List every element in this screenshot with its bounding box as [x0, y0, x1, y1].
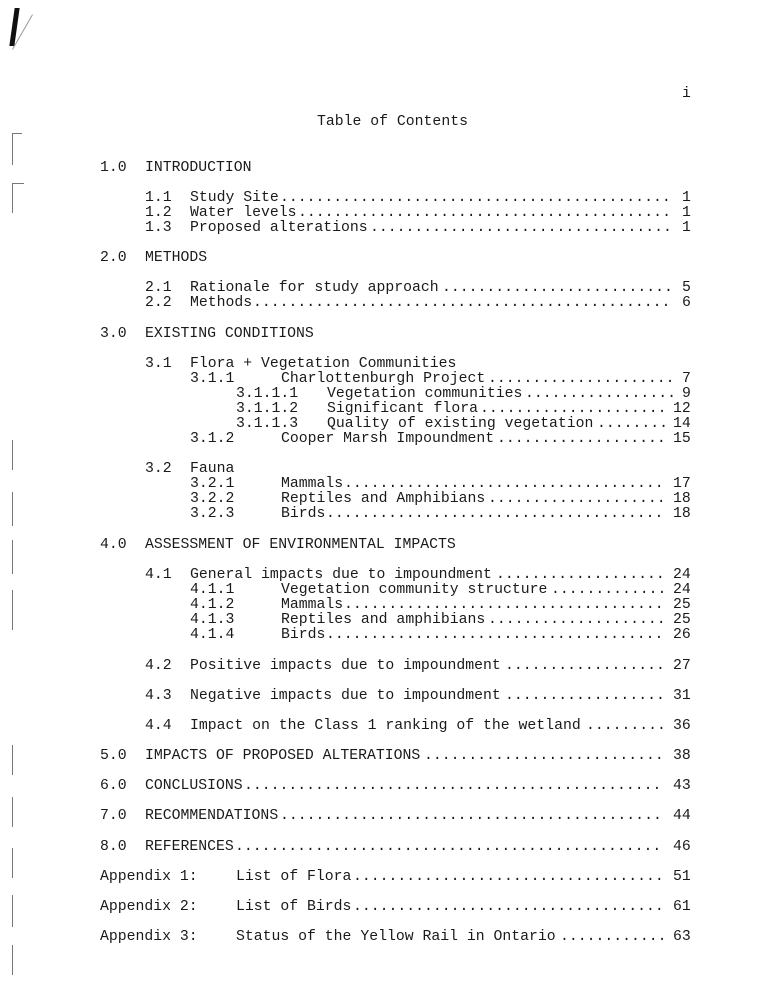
- toc-entry: [0, 372, 773, 387]
- toc-entry: [0, 583, 773, 598]
- toc-leader-dots: ...............................................: [253, 295, 671, 311]
- toc-entry-number: Appendix 2:: [100, 899, 198, 915]
- toc-entry-title: Proposed alterations: [190, 220, 368, 236]
- toc-entry-number: 3.2.3: [190, 506, 235, 522]
- toc-entry: [0, 809, 773, 824]
- toc-leader-dots: .............: [551, 582, 667, 598]
- toc-entry-number: 3.1: [145, 356, 172, 372]
- toc-leader-dots: ...................................: [353, 869, 664, 885]
- toc-leader-dots: ............: [560, 929, 667, 945]
- toc-entry-number: 3.2: [145, 461, 172, 477]
- toc-entry-page: 15: [673, 431, 691, 447]
- toc-entry: [0, 492, 773, 507]
- toc-entry: [0, 417, 773, 432]
- toc-entry: [0, 749, 773, 764]
- toc-entry: [0, 870, 773, 885]
- toc-entry-title: Reptiles and Amphibians: [281, 491, 486, 507]
- toc-leader-dots: ...................................: [353, 899, 664, 915]
- toc-leader-dots: ................................................: [235, 839, 662, 855]
- toc-entry: [0, 327, 773, 342]
- toc-entry: [0, 628, 773, 643]
- toc-entry-page: 24: [673, 582, 691, 598]
- toc-entry-number: 3.1.2: [190, 431, 235, 447]
- toc-entry-title: Mammals: [281, 597, 344, 613]
- toc-entry-number: 4.1.1: [190, 582, 235, 598]
- toc-entry: [0, 387, 773, 402]
- toc-entry-page: 25: [673, 612, 691, 628]
- toc-entry-number: 4.1.3: [190, 612, 235, 628]
- toc-leader-dots: ..........................................: [298, 205, 671, 221]
- toc-entry-page: 18: [673, 491, 691, 507]
- toc-leader-dots: ...................: [496, 567, 665, 583]
- toc-leader-dots: ...........................: [424, 748, 664, 764]
- toc-entry: [0, 357, 773, 372]
- toc-entry-title: Significant flora: [327, 401, 478, 417]
- toc-entry-title: List of Birds: [236, 899, 352, 915]
- toc-entry-page: 12: [673, 401, 691, 417]
- toc-entry-title: Rationale for study approach: [190, 280, 439, 296]
- toc-entry: [0, 613, 773, 628]
- toc-entry-page: 43: [673, 778, 691, 794]
- toc-entry-page: 61: [673, 899, 691, 915]
- toc-entry-page: 1: [682, 205, 691, 221]
- toc-entry-page: 51: [673, 869, 691, 885]
- toc-entry-title: REFERENCES: [145, 839, 234, 855]
- toc-entry: [0, 251, 773, 266]
- toc-leader-dots: ..................: [505, 688, 665, 704]
- page-number: i: [682, 86, 691, 102]
- toc-leader-dots: ........: [597, 416, 669, 432]
- toc-entry-number: 3.1.1.1: [236, 386, 299, 402]
- toc-entry: [0, 161, 773, 176]
- toc-entry: [0, 659, 773, 674]
- toc-leader-dots: ..................................: [370, 220, 672, 236]
- toc-entry-title: Reptiles and amphibians: [281, 612, 486, 628]
- toc-entry-number: 3.1.1.2: [236, 401, 299, 417]
- toc-leader-dots: ...................: [497, 431, 666, 447]
- toc-entry-title: METHODS: [145, 250, 208, 266]
- toc-entry-page: 26: [673, 627, 691, 643]
- toc-entry-number: Appendix 1:: [100, 869, 198, 885]
- toc-entry-title: Quality of existing vegetation: [327, 416, 594, 432]
- toc-entry-number: 1.0: [100, 160, 127, 176]
- toc-leader-dots: ..................: [505, 658, 665, 674]
- toc-entry-number: 7.0: [100, 808, 127, 824]
- toc-entry-title: INTRODUCTION: [145, 160, 252, 176]
- toc-entry-page: 1: [682, 190, 691, 206]
- toc-entry-number: 2.0: [100, 250, 127, 266]
- page-title: Table of Contents: [317, 114, 468, 130]
- toc-entry-title: Water levels: [190, 205, 297, 221]
- toc-entry: [0, 538, 773, 553]
- toc-entry: [0, 206, 773, 221]
- toc-leader-dots: .....................: [480, 401, 667, 417]
- toc-entry-title: Positive impacts due to impoundment: [190, 658, 501, 674]
- toc-entry-title: Negative impacts due to impoundment: [190, 688, 501, 704]
- toc-entry: [0, 930, 773, 945]
- toc-entry: [0, 296, 773, 311]
- toc-entry-number: 5.0: [100, 748, 127, 764]
- toc-entry: [0, 432, 773, 447]
- toc-leader-dots: .........: [586, 718, 666, 734]
- toc-entry-page: 36: [673, 718, 691, 734]
- toc-entry: [0, 507, 773, 522]
- toc-entry-title: EXISTING CONDITIONS: [145, 326, 314, 342]
- toc-leader-dots: ............................................: [280, 190, 671, 206]
- toc-entry-title: Birds: [281, 506, 326, 522]
- toc-entry-page: 44: [673, 808, 691, 824]
- toc-entry-title: Cooper Marsh Impoundment: [281, 431, 495, 447]
- toc-entry-title: RECOMMENDATIONS: [145, 808, 279, 824]
- toc-leader-dots: ....................: [488, 612, 666, 628]
- toc-entry-number: 3.2.1: [190, 476, 235, 492]
- toc-entry-title: Vegetation communities: [327, 386, 523, 402]
- toc-entry-number: 1.2: [145, 205, 172, 221]
- toc-entry: [0, 191, 773, 206]
- toc-entry: [0, 477, 773, 492]
- toc-entry-page: 31: [673, 688, 691, 704]
- toc-entry-title: Mammals: [281, 476, 344, 492]
- toc-entry-number: 4.1.2: [190, 597, 235, 613]
- toc-leader-dots: .....................: [488, 371, 675, 387]
- toc-entry-number: 1.1: [145, 190, 172, 206]
- toc-entry-page: 14: [673, 416, 691, 432]
- toc-leader-dots: ....................................: [344, 476, 664, 492]
- toc-entry-title: IMPACTS OF PROPOSED ALTERATIONS: [145, 748, 421, 764]
- toc-leader-dots: ....................: [488, 491, 666, 507]
- toc-entry-page: 1: [682, 220, 691, 236]
- toc-leader-dots: ......................................: [326, 506, 664, 522]
- toc-entry-page: 24: [673, 567, 691, 583]
- toc-leader-dots: ....................................: [344, 597, 664, 613]
- toc-entry-number: 2.1: [145, 280, 172, 296]
- toc-entry-page: 17: [673, 476, 691, 492]
- toc-entry: [0, 598, 773, 613]
- toc-entry-title: General impacts due to impoundment: [190, 567, 492, 583]
- toc-entry-title: Birds: [281, 627, 326, 643]
- toc-entry-number: 3.1.1.3: [236, 416, 299, 432]
- toc-entry-number: 3.0: [100, 326, 127, 342]
- toc-leader-dots: ......................................: [326, 627, 664, 643]
- toc-entry-title: CONCLUSIONS: [145, 778, 243, 794]
- toc-leader-dots: ...........................................: [280, 808, 662, 824]
- toc-entry: [0, 462, 773, 477]
- toc-entry: [0, 281, 773, 296]
- toc-entry: [0, 568, 773, 583]
- toc-entry-number: 4.4: [145, 718, 172, 734]
- toc-entry-page: 38: [673, 748, 691, 764]
- toc-entry: [0, 779, 773, 794]
- toc-entry-number: 4.2: [145, 658, 172, 674]
- toc-entry: [0, 689, 773, 704]
- toc-entry-page: 7: [682, 371, 691, 387]
- toc-entry-page: 18: [673, 506, 691, 522]
- toc-entry: [0, 402, 773, 417]
- toc-entry-number: 2.2: [145, 295, 172, 311]
- toc-entry-page: 25: [673, 597, 691, 613]
- toc-entry-title: Charlottenburgh Project: [281, 371, 486, 387]
- toc-entry-number: 3.2.2: [190, 491, 235, 507]
- toc-entry: [0, 840, 773, 855]
- toc-leader-dots: ..........................: [442, 280, 673, 296]
- toc-entry-title: Impact on the Class 1 ranking of the wetland: [190, 718, 581, 734]
- toc-entry-number: 4.1: [145, 567, 172, 583]
- toc-entry-number: Appendix 3:: [100, 929, 198, 945]
- toc-entry-title: Flora + Vegetation Communities: [190, 356, 457, 372]
- toc-entry-title: Status of the Yellow Rail in Ontario: [236, 929, 556, 945]
- toc-entry-number: 8.0: [100, 839, 127, 855]
- toc-entry-number: 3.1.1: [190, 371, 235, 387]
- toc-leader-dots: .................: [525, 386, 676, 402]
- toc-entry-page: 27: [673, 658, 691, 674]
- toc-entry-number: 6.0: [100, 778, 127, 794]
- toc-entry-page: 46: [673, 839, 691, 855]
- toc-entry-title: Vegetation community structure: [281, 582, 548, 598]
- toc-entry: [0, 719, 773, 734]
- toc-entry: [0, 900, 773, 915]
- toc-entry-number: 4.3: [145, 688, 172, 704]
- toc-entry-page: 9: [682, 386, 691, 402]
- toc-leader-dots: ...............................................: [244, 778, 662, 794]
- toc-entry-title: Study Site: [190, 190, 279, 206]
- toc-entry: [0, 221, 773, 236]
- toc-entry-title: ASSESSMENT OF ENVIRONMENTAL IMPACTS: [145, 537, 456, 553]
- toc-entry-number: 4.0: [100, 537, 127, 553]
- toc-entry-number: 4.1.4: [190, 627, 235, 643]
- toc-entry-page: 6: [682, 295, 691, 311]
- toc-entry-title: Fauna: [190, 461, 235, 477]
- toc-entry-title: Methods: [190, 295, 253, 311]
- toc-entry-number: 1.3: [145, 220, 172, 236]
- toc-entry-page: 63: [673, 929, 691, 945]
- toc-entry-page: 5: [682, 280, 691, 296]
- toc-entry-title: List of Flora: [236, 869, 352, 885]
